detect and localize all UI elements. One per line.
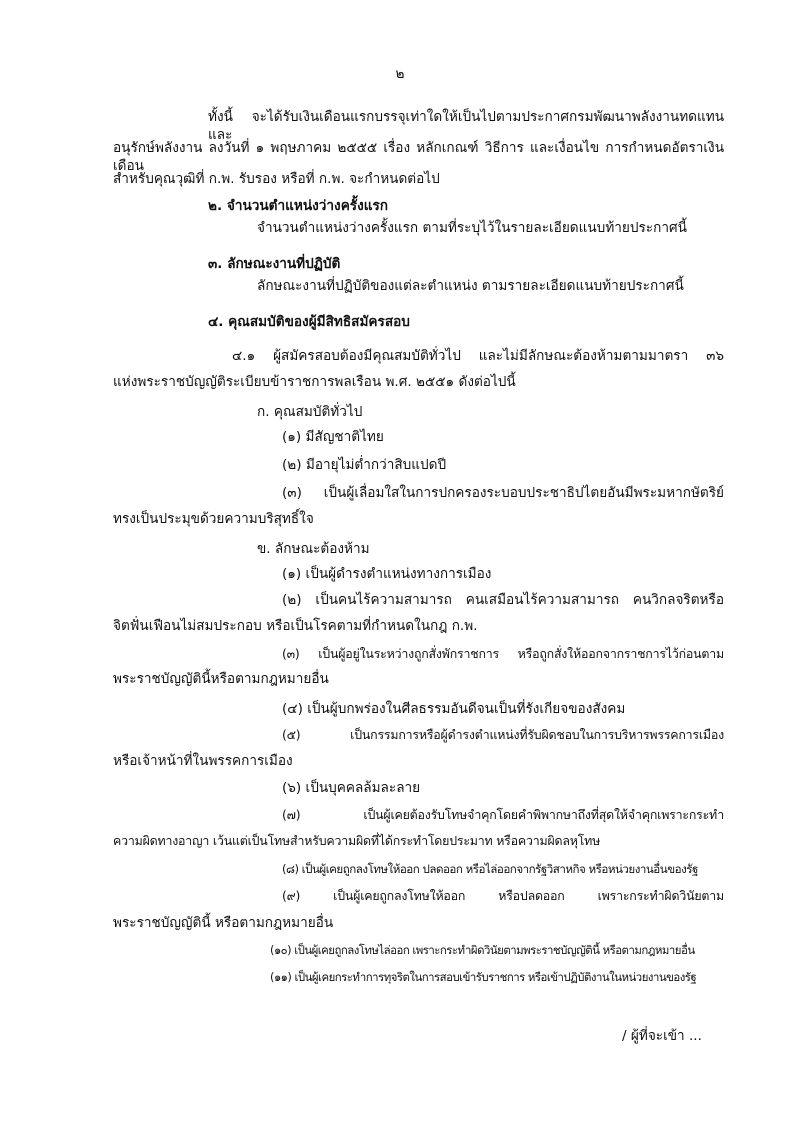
prohibited-item-6: (๖) เป็นบุคคลล้มละลาย	[282, 780, 421, 796]
general-item-3-line-2: ทรงเป็นประมุขด้วยความบริสุทธิ์ใจ	[113, 511, 314, 527]
continuation-marker: / ผู้ที่จะเข้า ...	[622, 1028, 702, 1044]
general-item-3-line-1: (๓) เป็นผู้เลื่อมใสในการปกครองระบอบประชาธิปไตยอันมีพระมหากษัตริย์	[282, 485, 724, 501]
prohibited-item-9-line-2: พระราชบัญญัตินี้ หรือตามกฎหมายอื่น	[113, 915, 334, 931]
section-2-heading: ๒. จำนวนตำแหน่งว่างครั้งแรก	[208, 198, 389, 214]
section-2-text: จำนวนตำแหน่งว่างครั้งแรก ตามที่ระบุไว้ในรายละเอียดแนบท้ายประกาศนี้	[257, 220, 687, 236]
prohibited-item-7-line-2: ความผิดทางอาญา เว้นแต่เป็นโทษสำหรับความผิดที่ได้กระทำโดยประมาท หรือความผิดลหุโทษ	[113, 833, 601, 848]
prohibited-item-4: (๔) เป็นผู้บกพร่องในศีลธรรมอันดีจนเป็นที่รังเกียจของสังคม	[282, 701, 626, 717]
prohibited-item-9-line-1: (๙) เป็นผู้เคยถูกลงโทษให้ออก หรือปลดออก เพราะกระทำผิดวินัยตาม	[282, 888, 724, 903]
prohibited-item-2-line-2: จิตฟั่นเฟือนไม่สมประกอบ หรือเป็นโรคตามที่กำหนดในกฎ ก.พ.	[113, 618, 478, 634]
prohibited-item-8: (๘) เป็นผู้เคยถูกลงโทษให้ออก ปลดออก หรือไล่ออกจากรัฐวิสาหกิจ หรือหน่วยงานอื่นของรัฐ	[282, 862, 698, 876]
prohibited-item-7-line-1: (๗) เป็นผู้เคยต้องรับโทษจำคุกโดยคำพิพากษาถึงที่สุดให้จำคุกเพราะกระทำ	[282, 807, 724, 822]
general-item-2: (๒) มีอายุไม่ต่ำกว่าสิบแปดปี	[282, 457, 447, 473]
prohibited-item-10: (๑๐) เป็นผู้เคยถูกลงโทษไล่ออก เพราะกระทำผิดวินัยตามพระราชบัญญัตินี้ หรือตามกฎหมายอื่น	[270, 943, 695, 957]
section-4-heading: ๔. คุณสมบัติของผู้มีสิทธิสมัครสอบ	[208, 314, 410, 330]
prohibited-item-5-line-2: หรือเจ้าหน้าที่ในพรรคการเมือง	[113, 753, 293, 769]
general-item-1: (๑) มีสัญชาติไทย	[282, 429, 384, 445]
prohibited-item-3-line-1: (๓) เป็นผู้อยู่ในระหว่างถูกสั่งพักราชการ หรือถูกสั่งให้ออกจากราชการไว้ก่อนตาม	[282, 646, 724, 661]
section-4-1-line-2: แห่งพระราชบัญญัติระเบียบข้าราชการพลเรือน พ.ศ. ๒๕๕๑ ดังต่อไปนี้	[113, 374, 516, 390]
prohibited-item-3-line-2: พระราชบัญญัตินี้หรือตามกฎหมายอื่น	[113, 671, 329, 687]
prohibited-heading: ข. ลักษณะต้องห้าม	[257, 541, 370, 557]
section-3-text: ลักษณะงานที่ปฏิบัติของแต่ละตำแหน่ง ตามรายละเอียดแนบท้ายประกาศนี้	[257, 278, 684, 294]
section-3-heading: ๓. ลักษณะงานที่ปฏิบัติ	[208, 256, 341, 272]
section-4-1-line-1: ๔.๑ ผู้สมัครสอบต้องมีคุณสมบัติทั่วไป และไม่มีลักษณะต้องห้ามตามมาตรา ๓๖	[232, 348, 724, 364]
intro-line-1: ทั้งนี้ จะได้รับเงินเดือนแรกบรรจุเท่าใดให้เป็นไปตามประกาศกรมพัฒนาพลังงานทดแทนและ	[208, 109, 724, 143]
intro-line-3: สำหรับคุณวุฒิที่ ก.พ. รับรอง หรือที่ ก.พ. จะกำหนดต่อไป	[113, 171, 440, 187]
general-qualifications-heading: ก. คุณสมบัติทั่วไป	[257, 404, 363, 420]
intro-line-2: อนุรักษ์พลังงาน ลงวันที่ ๑ พฤษภาคม ๒๕๕๕ เรื่อง หลักเกณฑ์ วิธีการ และเงื่อนไข การกำหนดอัตราเงินเดือน	[113, 140, 724, 174]
prohibited-item-11: (๑๑) เป็นผู้เคยกระทำการทุจริตในการสอบเข้ารับราชการ หรือเข้าปฏิบัติงานในหน่วยงานของรัฐ	[270, 970, 697, 984]
page-number: ๒	[395, 66, 405, 82]
prohibited-item-5-line-1: (๕) เป็นกรรมการหรือผู้ดำรงตำแหน่งที่รับผิดชอบในการบริหารพรรคการเมือง	[282, 727, 724, 742]
prohibited-item-1: (๑) เป็นผู้ดำรงตำแหน่งทางการเมือง	[282, 566, 492, 582]
prohibited-item-2-line-1: (๒) เป็นคนไร้ความสามารถ คนเสมือนไร้ความสามารถ คนวิกลจริตหรือ	[282, 592, 724, 608]
